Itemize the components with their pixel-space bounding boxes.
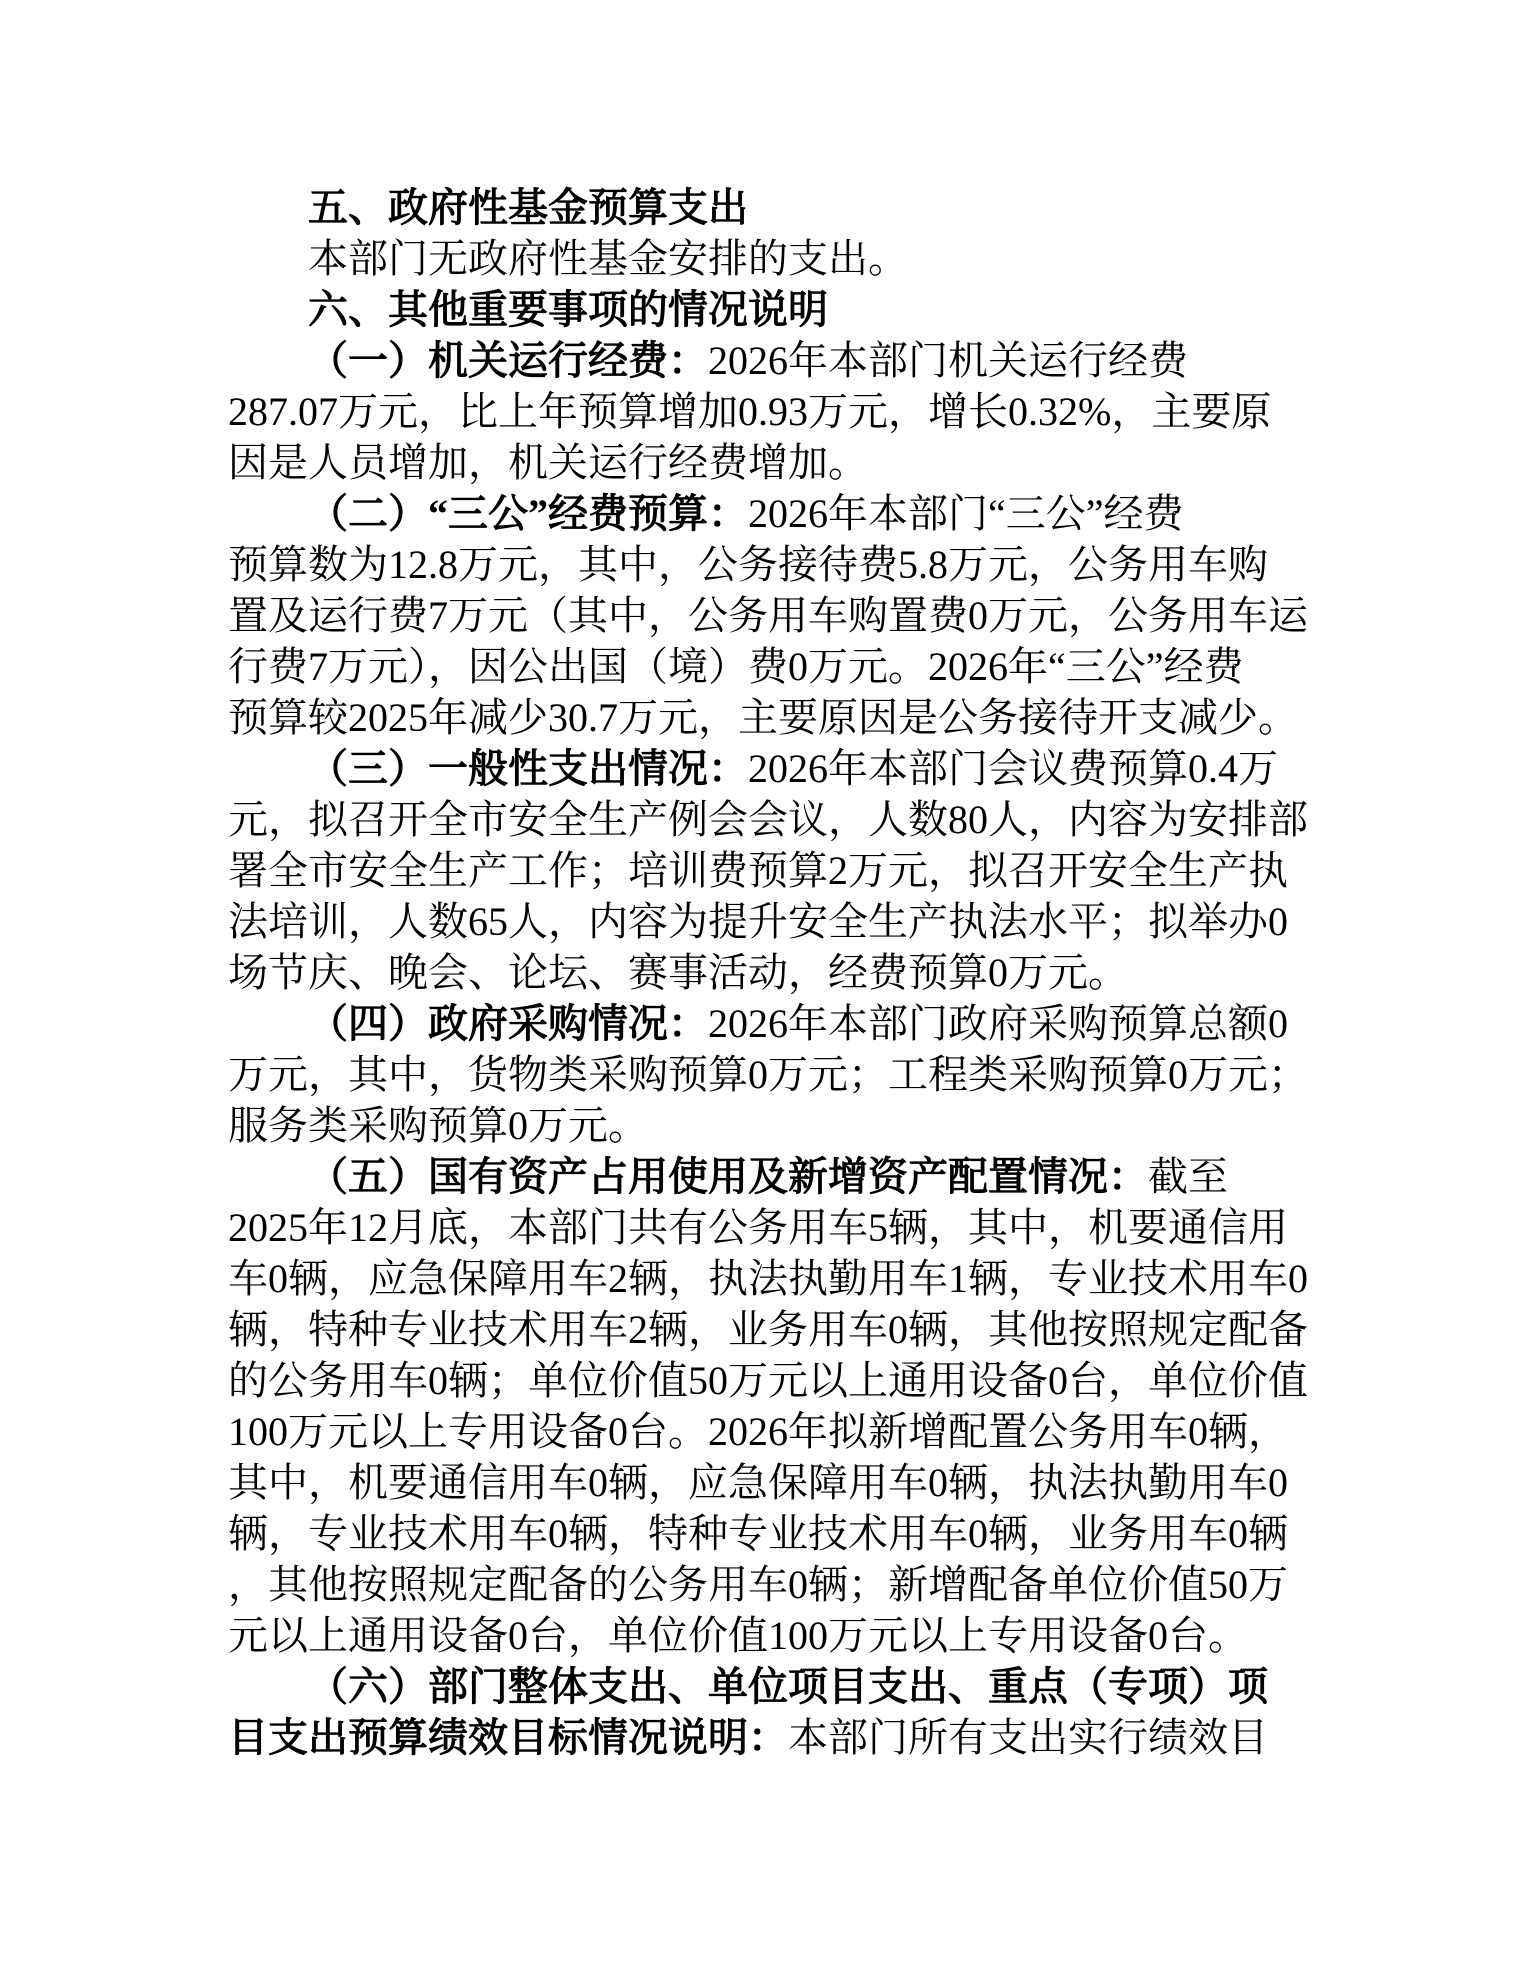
document — [228, 182, 1308, 1763]
document-line — [228, 1100, 1308, 1151]
text-run-bold: （五）国有资产占用使用及新增资产配置情况： — [308, 1154, 1148, 1199]
text-run: 287.07万元，比上年预算增加0.93万元，增长0.32%，主要原 — [228, 389, 1272, 434]
text-run: 因是人员增加，机关运行经费增加。 — [228, 440, 868, 485]
document-line — [228, 1661, 1308, 1712]
document-line — [228, 896, 1308, 947]
text-run-bold: （二）“三公”经费预算： — [308, 491, 748, 536]
text-run: 置及运行费7万元（其中，公务用车购置费0万元，公务用车运 — [228, 593, 1308, 638]
document-line — [228, 1253, 1308, 1304]
text-run: 万元，其中，货物类采购预算0万元；工程类采购预算0万元； — [228, 1052, 1308, 1097]
text-run: 2025年12月底，本部门共有公务用车5辆，其中，机要通信用 — [228, 1205, 1288, 1250]
text-run: 本部门无政府性基金安排的支出。 — [308, 236, 908, 281]
text-run: 行费7万元），因公出国（境）费0万元。2026年“三公”经费 — [228, 644, 1244, 689]
document-line — [228, 437, 1308, 488]
document-line — [228, 947, 1308, 998]
document-line — [228, 1559, 1308, 1610]
document-line — [228, 692, 1308, 743]
text-run: 其中，机要通信用车0辆，应急保障用车0辆，执法执勤用车0 — [228, 1460, 1288, 1505]
text-run: 2026年本部门机关运行经费 — [708, 338, 1188, 383]
text-run-bold: （一）机关运行经费： — [308, 338, 708, 383]
document-line — [228, 1610, 1308, 1661]
text-run-bold: （三）一般性支出情况： — [308, 746, 748, 791]
document-line — [228, 233, 1308, 284]
text-run-bold: 五、政府性基金预算支出 — [308, 185, 748, 230]
text-run: 法培训，人数65人，内容为提升安全生产执法水平；拟举办0 — [228, 899, 1288, 944]
document-line — [228, 488, 1308, 539]
document-line — [228, 1406, 1308, 1457]
text-run: 本部门所有支出实行绩效目 — [788, 1715, 1268, 1760]
text-run: 的公务用车0辆；单位价值50万元以上通用设备0台，单位价值 — [228, 1358, 1308, 1403]
text-run: 2026年本部门“三公”经费 — [748, 491, 1184, 536]
document-line — [228, 284, 1308, 335]
text-run: 预算较2025年减少30.7万元，主要原因是公务接待开支减少。 — [228, 695, 1298, 740]
document-line — [228, 1049, 1308, 1100]
text-run: 元，拟召开全市安全生产例会会议，人数80人，内容为安排部 — [228, 797, 1308, 842]
document-line — [228, 641, 1308, 692]
document-line — [228, 1151, 1308, 1202]
document-line — [228, 1457, 1308, 1508]
text-run: 服务类采购预算0万元。 — [228, 1103, 648, 1148]
document-line — [228, 794, 1308, 845]
text-run: 2026年本部门会议费预算0.4万 — [748, 746, 1278, 791]
text-run-bold: （六）部门整体支出、单位项目支出、重点（专项）项 — [308, 1664, 1268, 1709]
text-run: 截至 — [1148, 1154, 1228, 1199]
document-line — [228, 386, 1308, 437]
text-run: 100万元以上专用设备0台。2026年拟新增配置公务用车0辆， — [228, 1409, 1288, 1454]
document-line — [228, 845, 1308, 896]
document-line — [228, 1355, 1308, 1406]
text-run: 辆，专业技术用车0辆，特种专业技术用车0辆，业务用车0辆 — [228, 1511, 1288, 1556]
text-run: ，其他按照规定配备的公务用车0辆；新增配备单位价值50万 — [228, 1562, 1288, 1607]
document-line — [228, 1202, 1308, 1253]
text-run: 预算数为12.8万元，其中，公务接待费5.8万元，公务用车购 — [228, 542, 1268, 587]
text-run-bold: 目支出预算绩效目标情况说明： — [228, 1715, 788, 1760]
text-run: 场节庆、晚会、论坛、赛事活动，经费预算0万元。 — [228, 950, 1128, 995]
text-run-bold: 六、其他重要事项的情况说明 — [308, 287, 828, 332]
text-run: 辆，特种专业技术用车2辆，业务用车0辆，其他按照规定配备 — [228, 1307, 1308, 1352]
document-line — [228, 335, 1308, 386]
document-line — [228, 998, 1308, 1049]
document-line — [228, 590, 1308, 641]
document-line — [228, 539, 1308, 590]
text-run: 署全市安全生产工作；培训费预算2万元，拟召开安全生产执 — [228, 848, 1288, 893]
text-run: 元以上通用设备0台，单位价值100万元以上专用设备0台。 — [228, 1613, 1248, 1658]
document-line — [228, 1304, 1308, 1355]
document-line — [228, 182, 1308, 233]
text-run-bold: （四）政府采购情况： — [308, 1001, 708, 1046]
text-run: 车0辆，应急保障用车2辆，执法执勤用车1辆，专业技术用车0 — [228, 1256, 1308, 1301]
document-line — [228, 1712, 1308, 1763]
document-line — [228, 1508, 1308, 1559]
text-run: 2026年本部门政府采购预算总额0 — [708, 1001, 1288, 1046]
document-line — [228, 743, 1308, 794]
